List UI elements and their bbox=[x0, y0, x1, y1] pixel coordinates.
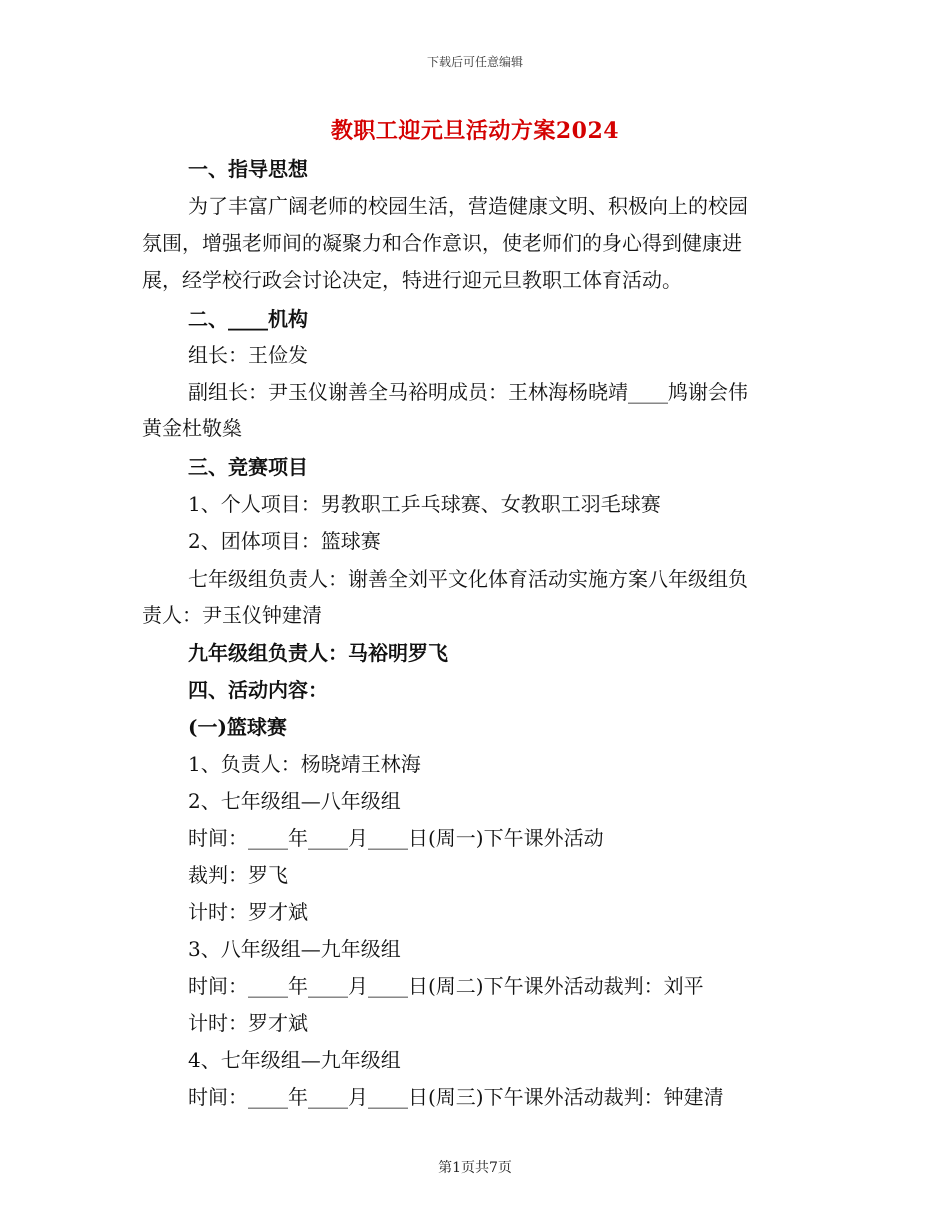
paragraph-line: 2、七年级组—八年级组 bbox=[188, 789, 401, 813]
paragraph-line: 责人：尹玉仪钟建清 bbox=[142, 603, 322, 627]
paragraph-line: 计时：罗才斌 bbox=[188, 1011, 308, 1035]
header-note: 下载后可任意编辑 bbox=[426, 55, 523, 69]
paragraph-line: 展，经学校行政会讨论决定，特进行迎元旦教职工体育活动。 bbox=[142, 268, 682, 292]
paragraph-line: 组长：王俭发 bbox=[188, 343, 308, 367]
subsection-heading-basketball: (一)篮球赛 bbox=[188, 715, 287, 739]
paragraph-line: 时间：____年____月____日(周二)下午课外活动裁判：刘平 bbox=[188, 974, 704, 998]
paragraph-line: 1、个人项目：男教职工乒乓球赛、女教职工羽毛球赛 bbox=[188, 492, 661, 516]
paragraph-line-bold: 九年级组负责人：马裕明罗飞 bbox=[188, 641, 448, 665]
paragraph-line: 4、七年级组—九年级组 bbox=[188, 1048, 401, 1072]
paragraph-line: 3、八年级组—九年级组 bbox=[188, 937, 401, 961]
paragraph-line: 副组长：尹玉仪谢善全马裕明成员：王林海杨晓靖____鸠谢会伟 bbox=[188, 380, 748, 404]
paragraph-line: 裁判：罗飞 bbox=[188, 863, 288, 887]
section-heading-activities: 四、活动内容： bbox=[188, 678, 328, 702]
section-heading-events: 三、竞赛项目 bbox=[188, 455, 308, 479]
paragraph-line: 为了丰富广阔老师的校园生活，营造健康文明、积极向上的校园 bbox=[188, 194, 748, 218]
paragraph-line: 时间：____年____月____日(周一)下午课外活动 bbox=[188, 826, 604, 850]
section-heading-guiding-thought: 一、指导思想 bbox=[188, 157, 308, 181]
paragraph-line: 时间：____年____月____日(周三)下午课外活动裁判：钟建清 bbox=[188, 1085, 724, 1109]
paragraph-line: 1、负责人：杨晓靖王林海 bbox=[188, 752, 421, 776]
document-title: 教职工迎元旦活动方案2024 bbox=[330, 118, 620, 144]
section-heading-organization: 二、____机构 bbox=[188, 307, 308, 331]
paragraph-line: 计时：罗才斌 bbox=[188, 900, 308, 924]
page-footer: 第1页共7页 bbox=[438, 1160, 512, 1176]
paragraph-line: 七年级组负责人：谢善全刘平文化体育活动实施方案八年级组负 bbox=[188, 567, 748, 591]
paragraph-line: 2、团体项目：篮球赛 bbox=[188, 529, 381, 553]
paragraph-line: 氛围，增强老师间的凝聚力和合作意识，使老师们的身心得到健康进 bbox=[142, 231, 742, 255]
paragraph-line: 黄金杜敬燊 bbox=[142, 416, 242, 440]
